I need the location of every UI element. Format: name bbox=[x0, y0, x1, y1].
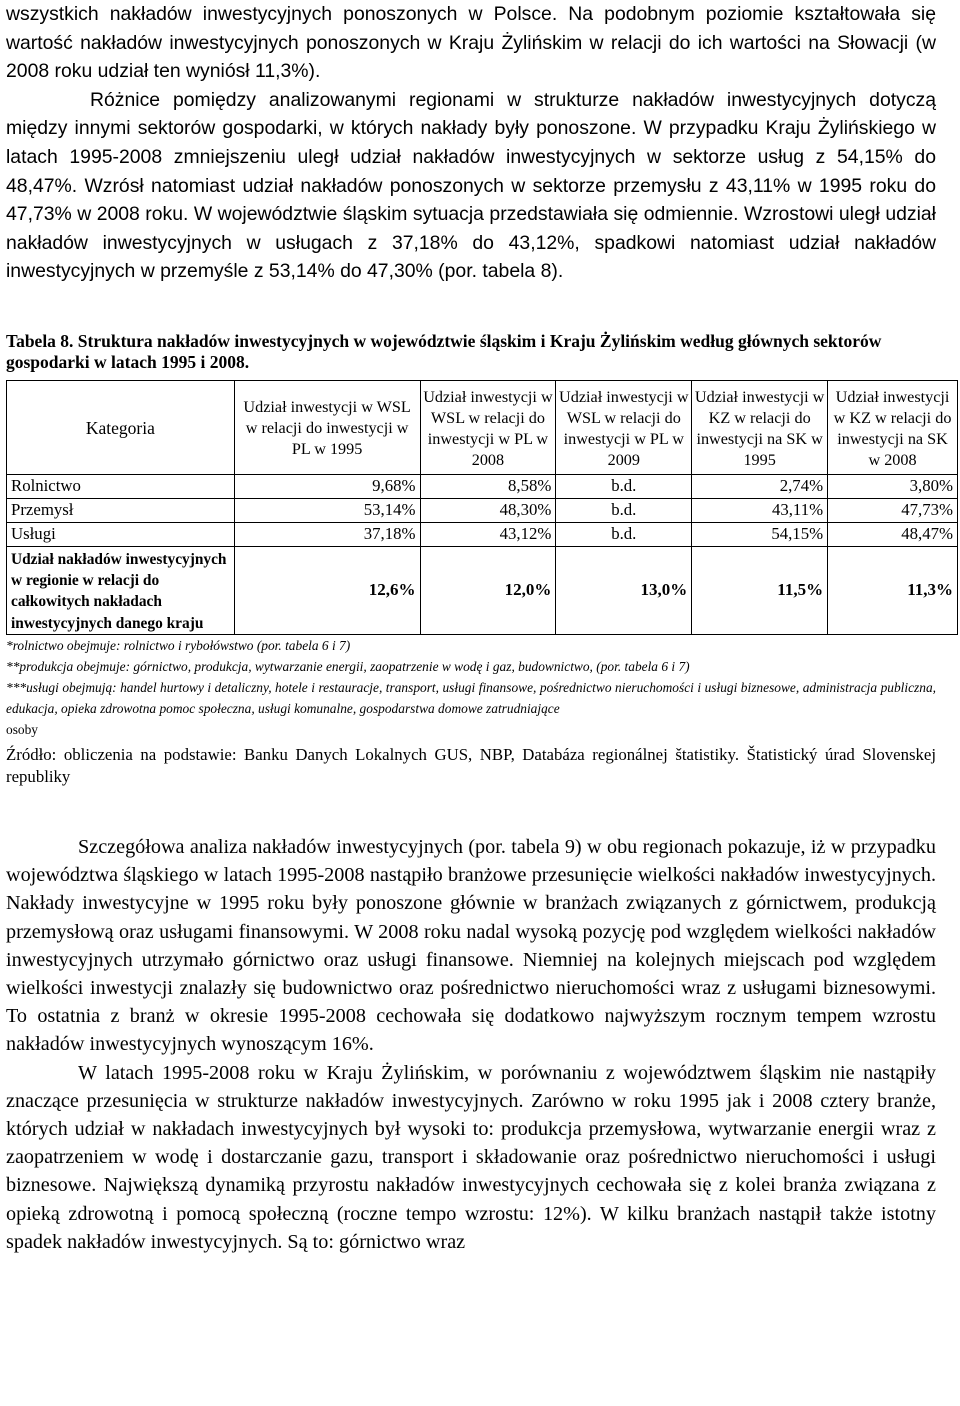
table-cell: b.d. bbox=[556, 522, 692, 546]
body-paragraph-2 bbox=[6, 1059, 936, 1256]
table-cell: 11,5% bbox=[692, 546, 828, 634]
header-kz-2008: Udział inwestycji w KZ w relacji do inwestycji na SK w 2008 bbox=[828, 380, 958, 474]
table-cell: 48,47% bbox=[828, 522, 958, 546]
intro-paragraph-2-text: Różnice pomiędzy analizowanymi regionami w strukturze nakładów inwestycyjnych dotyczą między innymi sektorów gospodarki, w których nakłady były ponoszone. W przypadku Kraju Żylińskiego w latach 1995-2008 zmniejszeniu uległ udział nakładów inwestycyjnych w sektorze usług z 54,15% do 48,47%. Wzrósł natomiast udział nakładów ponoszonych w sektorze przemysłu z 43,11% w 1995 roku do 47,73% w 2008 roku. W województwie śląskim sytuacja przedstawiała się odmiennie. Wzrostowi uległ udział nakładów inwestycyjnych w usługach z 37,18% do 43,12%, spadkowi natomiast udział nakładów inwestycyjnych w przemyśle z 53,14% do 47,30% (por. tabela 8). bbox=[6, 88, 936, 283]
table-row bbox=[7, 498, 958, 522]
table-cell: 43,12% bbox=[420, 522, 556, 546]
row-label: Udział nakładów inwestycyjnych w regionie w relacji do całkowitych nakładach inwestycyjnych danego kraju bbox=[7, 546, 235, 634]
table-cell: 3,80% bbox=[828, 474, 958, 498]
table-cell: 53,14% bbox=[234, 498, 420, 522]
table-cell: 9,68% bbox=[234, 474, 420, 498]
table-cell: 37,18% bbox=[234, 522, 420, 546]
table-cell: 47,73% bbox=[828, 498, 958, 522]
row-label: Usługi bbox=[7, 522, 235, 546]
header-wsl-2009: Udział inwestycji w WSL w relacji do inwestycji w PL w 2009 bbox=[556, 380, 692, 474]
table-cell: 12,0% bbox=[420, 546, 556, 634]
row-label: Rolnictwo bbox=[7, 474, 235, 498]
body-paragraph-1-text: Szczegółowa analiza nakładów inwestycyjnych (por. tabela 9) w obu regionach pokazuje, iż w przypadku województwa śląskiego w latach 1995-2008 nastąpiło branżowe przesunięcie wielkości nakładów inwestycyjnych. Nakłady inwestycyjne w 1995 roku były ponoszone głównie w branżach związanych z górnictwem, produkcją przemysłową oraz usługami finansowymi. W 2008 roku nadal wysoką pozycję pod względem wielkości nakładów inwestycyjnych utrzymało górnictwo oraz usługi finansowe. Niemniej na kolejnych miejscach pod względem wielkości inwestycji znalazły się budownictwo oraz pośrednictwo nieruchomości wraz z usługami biznesowymi. To ostatnia z branż w okresie 1995-2008 cechowała się dodatkowo najwyższym rocznym tempem wzrostu nakładów inwestycyjnych wynoszącym 16%. bbox=[6, 835, 936, 1056]
header-kz-1995: Udział inwestycji w KZ w relacji do inwestycji na SK w 1995 bbox=[692, 380, 828, 474]
row-label: Przemysł bbox=[7, 498, 235, 522]
investment-structure-table bbox=[6, 380, 958, 635]
footnote-3-end: osoby bbox=[6, 721, 38, 737]
table-caption: Tabela 8. Struktura nakładów inwestycyjnych w województwie śląskim i Kraju Żylińskim według głównych sektorów gospodarki w latach 1995 i 2008. bbox=[6, 330, 882, 372]
table-cell: 11,3% bbox=[828, 546, 958, 634]
table-row bbox=[7, 522, 958, 546]
table-cell: 8,58% bbox=[420, 474, 556, 498]
table-row bbox=[7, 474, 958, 498]
table-cell: 2,74% bbox=[692, 474, 828, 498]
header-wsl-2008: Udział inwestycji w WSL w relacji do inwestycji w PL w 2008 bbox=[420, 380, 556, 474]
table-cell: 12,6% bbox=[234, 546, 420, 634]
table-cell: b.d. bbox=[556, 474, 692, 498]
table-summary-row bbox=[7, 546, 958, 634]
table-cell: 54,15% bbox=[692, 522, 828, 546]
header-kategoria: Kategoria bbox=[7, 380, 235, 474]
footnote-1: *rolnictwo obejmuje: rolnictwo i rybołówstwo (por. tabela 6 i 7) bbox=[6, 637, 351, 653]
footnote-3: ***usługi obejmują: handel hurtowy i detaliczny, hotele i restauracje, transport, usługi finansowe, pośrednictwo nieruchomości i usługi biznesowe, administracja publiczna, edukacja, opieka zdrowotna pomoc społeczna, usługi komunalne, gospodarstwa domowe zatrudniające bbox=[6, 679, 936, 716]
table-header-row bbox=[7, 380, 958, 474]
table-cell: b.d. bbox=[556, 498, 692, 522]
table-cell: 43,11% bbox=[692, 498, 828, 522]
footnote-2: **produkcja obejmuje: górnictwo, produkcja, wytwarzanie energii, zaopatrzenie w wodę i gaz, budownictwo, (por. tabela 6 i 7) bbox=[6, 658, 690, 674]
intro-paragraph-1: wszystkich nakładów inwestycyjnych ponoszonych w Polsce. Na podobnym poziomie kształtowała się wartość nakładów inwestycyjnych ponoszonych w Kraju Żylińskim w relacji do ich wartości na Słowacji (w 2008 roku udział ten wyniósł 11,3%). bbox=[6, 3, 936, 83]
table-cell: 13,0% bbox=[556, 546, 692, 634]
source-note: Źródło: obliczenia na podstawie: Banku Danych Lokalnych GUS, NBP, Databáza regionálnej štatistiky. Štatistický úrad Slovenskej republiky bbox=[6, 744, 936, 787]
table-cell: 48,30% bbox=[420, 498, 556, 522]
header-wsl-1995: Udział inwestycji w WSL w relacji do inwestycji w PL w 1995 bbox=[234, 380, 420, 474]
body-paragraph-1 bbox=[6, 833, 936, 1059]
document-page bbox=[6, 0, 953, 1256]
intro-paragraph-2 bbox=[6, 86, 936, 286]
body-paragraph-2-text: W latach 1995-2008 roku w Kraju Żylińskim, w porównaniu z województwem śląskim nie nastąpiły znaczące przesunięcia w strukturze nakładów inwestycyjnych. Zarówno w roku 1995 jak i 2008 cztery branże, których udział w nakładach inwestycyjnych był wysoki to: produkcja przemysłowa, wytwarzanie energii wraz z zaopatrzeniem w wodę i dostarczanie gazu, transport i składowanie oraz pośrednictwo nieruchomości i usługi biznesowe. Największą dynamiką przyrostu nakładów inwestycyjnych cechowała się z kolei branża związana z opieką zdrowotną i pomocą społeczną (roczne tempo wzrostu: 12%). W kilku branżach nastąpił także istotny spadek nakładów inwestycyjnych. Są to: górnictwo wraz bbox=[6, 1061, 936, 1253]
